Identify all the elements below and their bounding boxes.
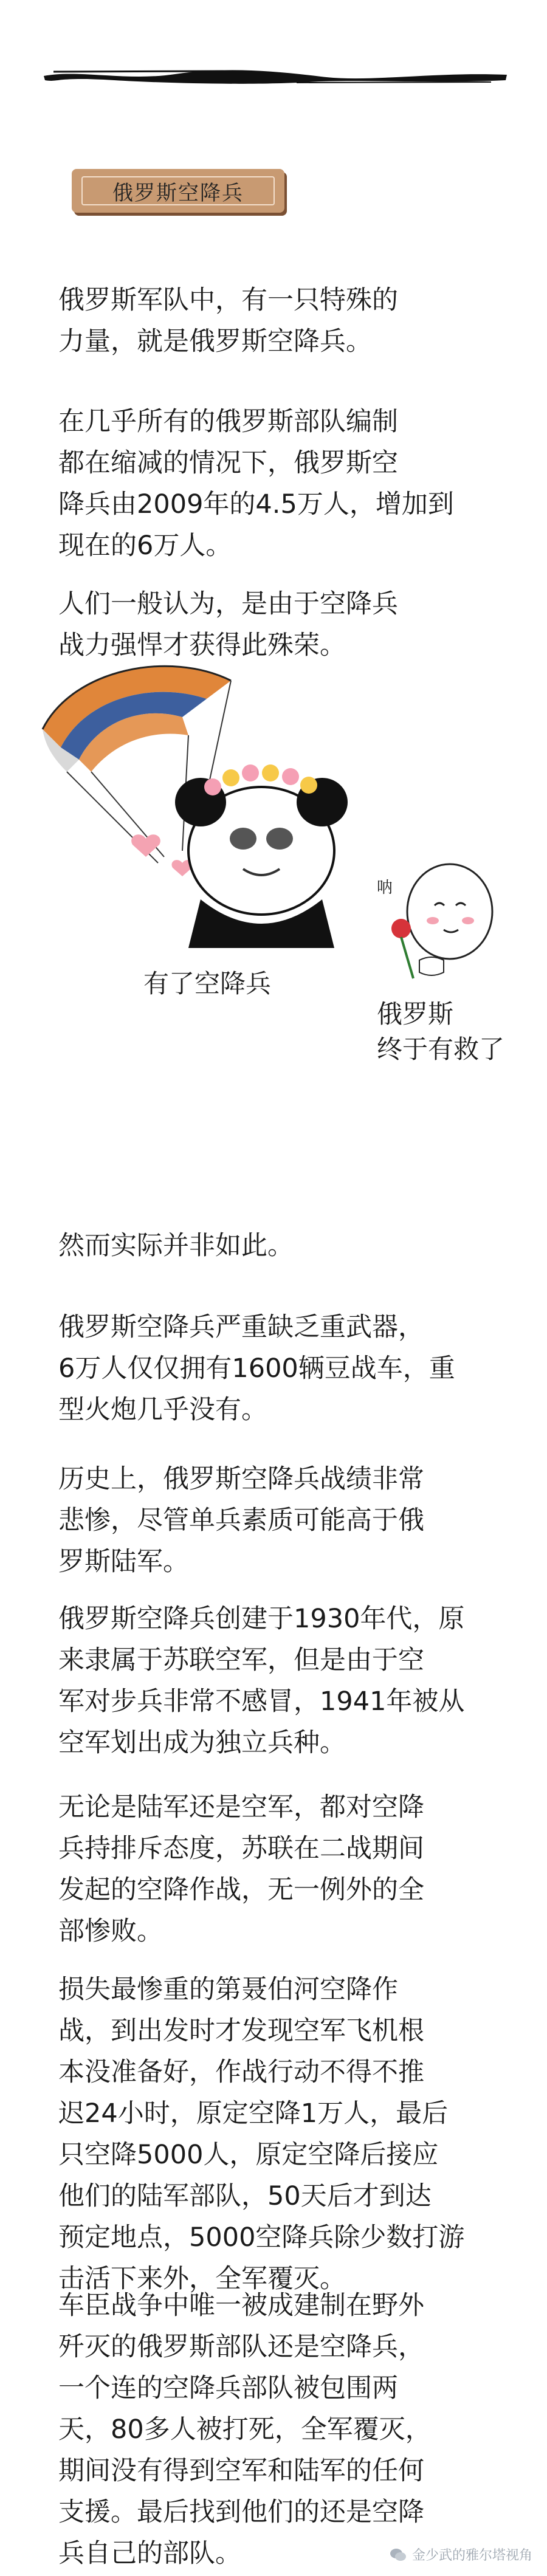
paragraph-9: 损失最惨重的第聂伯河空降作 战，到出发时才发现空军飞机根 本没准备好，作战行动不得不推 迟24小时，原定空降1万人，最后 只空降5000人，原定空降后接应 他们的陆军部队，50天后才到达 预定地点，5000空降兵除少数打游 击活下来外，全军覆灭。 xyxy=(58,1974,465,2294)
paragraph-7: 俄罗斯空降兵创建于1930年代，原 来隶属于苏联空军，但是由于空 军对步兵非常不感冒，1941年被从 空军划出成为独立兵种。 xyxy=(58,1604,465,1758)
paragraph-6: 历史上，俄罗斯空降兵战绩非常 悲惨，尽管单兵素质可能高于俄 罗斯陆军。 xyxy=(58,1464,424,1577)
watermark-text: 金少武的雅尔塔视角 xyxy=(411,2548,532,2563)
small-speech-text: 呐 xyxy=(377,879,393,897)
doodle-face-icon xyxy=(391,864,492,978)
caption-left: 有了空降兵 xyxy=(143,969,272,998)
watermark xyxy=(389,2545,532,2564)
title-tag-label: 俄罗斯空降兵 xyxy=(81,176,275,205)
heart-icon xyxy=(131,834,160,857)
wechat-logo-icon xyxy=(389,2546,407,2564)
brush-stroke-divider xyxy=(41,66,509,86)
paragraph-2: 在几乎所有的俄罗斯部队编制 都在缩减的情况下，俄罗斯空 降兵由2009年的4.5万人，增加到 现在的6万人。 xyxy=(58,407,454,561)
paragraph-5: 俄罗斯空降兵严重缺乏重武器， 6万人仅仅拥有1600辆豆战车，重 型火炮几乎没有。 xyxy=(58,1312,455,1425)
caption-right: 俄罗斯 终于有救了 xyxy=(377,999,505,1064)
title-tag xyxy=(72,169,284,213)
paragraph-10: 车臣战争中唯一被成建制在野外 歼灭的俄罗斯部队还是空降兵， 一个连的空降兵部队被包围两 天，80多人被打死，全军覆灭， 期间没有得到空军和陆军的任何 支援。最后找到他们的还是空降 兵自己的部队。 xyxy=(58,2290,432,2569)
paragraph-1: 俄罗斯军队中，有一只特殊的 力量，就是俄罗斯空降兵。 xyxy=(58,285,398,357)
paragraph-8: 无论是陆军还是空军，都对空降 兵持排斥态度，苏联在二战期间 发起的空降作战，无一例外的全 部惨败。 xyxy=(58,1792,424,1946)
paragraph-3: 人们一般认为，是由于空降兵 战力强悍才获得此殊荣。 xyxy=(58,589,398,661)
panda-meme-icon xyxy=(175,764,348,948)
paragraph-4: 然而实际并非如此。 xyxy=(58,1231,294,1261)
